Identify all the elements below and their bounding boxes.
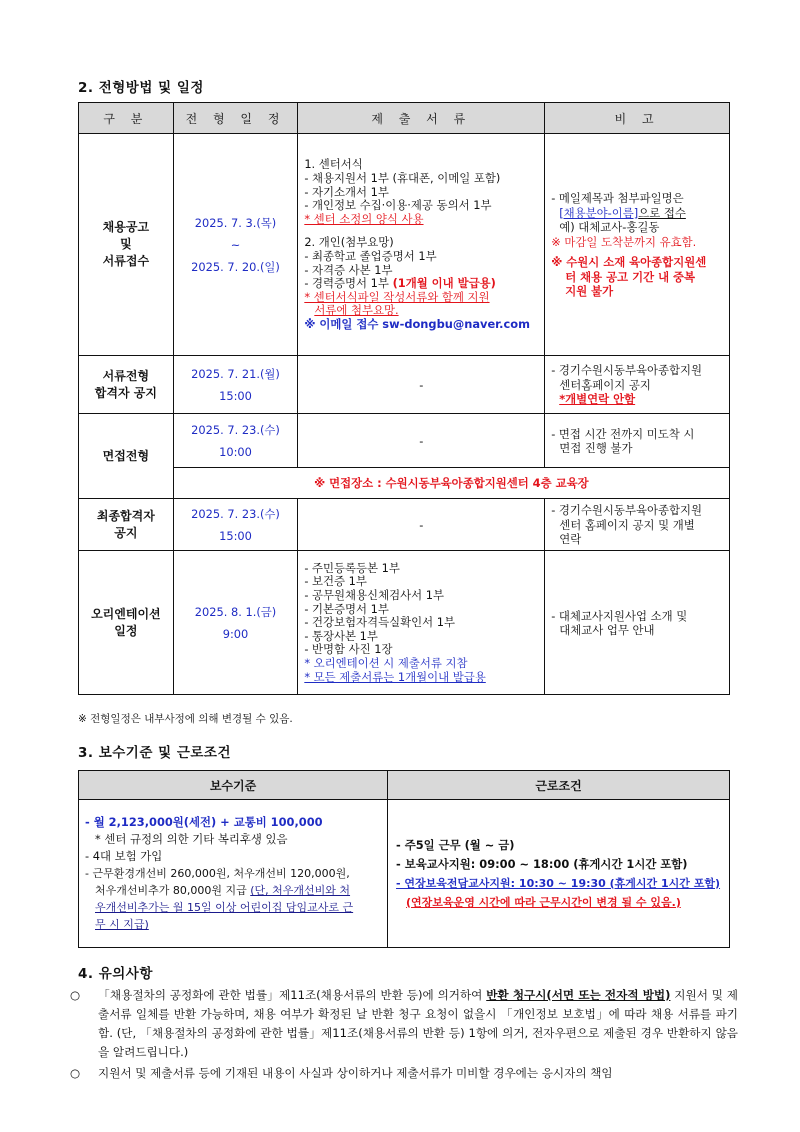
header-schedule: 전 형 일 정 bbox=[173, 103, 298, 134]
section-title-pay: 3. 보수기준 및 근로조건 bbox=[78, 745, 231, 761]
work-conditions: - 주5일 근무 (월 ~ 금) - 보육교사지원: 09:00 ~ 18:00 (휴게시간 1시간 포함) - 연장보육전담교사지원: 10:30 ~ 19:30 (휴게시간 1시간 포함) (연장보육운영 시간에 따라 근무시간이 변경 될 수 있음.) bbox=[388, 800, 730, 948]
notice-item: ○ 「채용절차의 공정화에 관한 법률」제11조(채용서류의 반환 등)에 의거하여 반환 청구시(서면 또는 전자적 방법) 지원서 및 제출서류 일체를 반환 가능하며, 채용 여부가 확정된 날 반환 청구 요청이 없을시 「개인정보 보호법」에 따라 채용 서류를 파기함. (단, 「채용절차의 공정화에 관한 법률」제11조(채용서류의 반환 등) 1항에 의거, 전자우편으로 제출된 경우 반환하지 않음을 알려드립니다.) bbox=[70, 988, 738, 1059]
row-category: 서류전형 합격자 공지 bbox=[79, 356, 174, 414]
row-date: 2025. 7. 21.(월) 15:00 bbox=[173, 356, 298, 414]
section-title-notices: 4. 유의사항 bbox=[78, 966, 153, 982]
table-row bbox=[79, 134, 730, 356]
row-documents: 1. 센터서식 - 채용지원서 1부 (휴대폰, 이메일 포함) - 자기소개서 1부 - 개인정보 수집·이용·제공 동의서 1부 * 센터 소정의 양식 사용 2. 개인(첨부요망) - 최종학교 졸업증명서 1부 - 자격증 사본 1부 - 경력증명서 1부 (1개월 이내 발급용) * 센터서식파일 작성서류와 함께 지원 서류에 첨부요망. ※ 이메일 접수 sw-dongbu@naver.com bbox=[298, 134, 545, 356]
pay-details: - 월 2,123,000원(세전) + 교통비 100,000 * 센터 규정의 의한 기타 복리후생 있음 - 4대 보험 가입 - 근무환경개선비 260,000원, 처우개선비 120,000원, 처우개선비추가 80,000원 지급 (단, 처우개선비와 처 우개선비추가는 월 15일 이상 어린이집 담임교사로 근 무 시 지급) bbox=[79, 800, 388, 948]
section-title-schedule: 2. 전형방법 및 일정 bbox=[78, 80, 204, 96]
interview-venue: ※ 면접장소 : 수원시동부육아종합지원센터 4층 교육장 bbox=[173, 468, 729, 499]
notice-item: ○ 지원서 및 제출서류 등에 기재된 내용이 사실과 상이하거나 제출서류가 미비할 경우에는 응시자의 책임 bbox=[78, 1064, 738, 1083]
bullet-icon: ○ bbox=[70, 988, 81, 1002]
row-category: 채용공고 및 서류접수 bbox=[79, 134, 174, 356]
row-documents: - 주민등록등본 1부 - 보건증 1부 - 공무원채용신체검사서 1부 - 기본증명서 1부 - 건강보험자격득실확인서 1부 - 통장사본 1부 - 반명함 사진 1장 * 오리엔테이션 시 제출서류 지참 * 모든 제출서류는 1개월이내 발급용 bbox=[298, 551, 545, 695]
header-conditions: 근로조건 bbox=[388, 771, 730, 800]
row-category: 면접전형 bbox=[79, 414, 174, 499]
schedule-header-row bbox=[79, 103, 730, 134]
header-documents: 제 출 서 류 bbox=[298, 103, 545, 134]
table-row bbox=[79, 468, 730, 499]
row-documents: - bbox=[298, 356, 545, 414]
row-category: 오리엔테이션 일정 bbox=[79, 551, 174, 695]
row-remarks: - 경기수원시동부육아종합지원 센터 홈페이지 공지 및 개별 연락 bbox=[545, 499, 730, 551]
row-remarks: - 대체교사지원사업 소개 및 대체교사 업무 안내 bbox=[545, 551, 730, 695]
row-remarks: - 메일제목과 첨부파일명은 [채용분야-이름]으로 접수 예) 대체교사-홍길동 ※ 마감일 도착분까지 유효함. ※ 수원시 소재 육아종합지원센 터 채용 공고 기간 내 중복 지원 불가 bbox=[545, 134, 730, 356]
row-remarks: - 경기수원시동부육아종합지원 센터홈페이지 공지 *개별연락 안함 bbox=[545, 356, 730, 414]
bullet-icon: ○ bbox=[70, 1066, 81, 1080]
pay-table bbox=[78, 770, 730, 948]
header-remarks: 비 고 bbox=[545, 103, 730, 134]
row-documents: - bbox=[298, 499, 545, 551]
row-documents: - bbox=[298, 414, 545, 468]
header-category: 구 분 bbox=[79, 103, 174, 134]
table-row bbox=[79, 800, 730, 948]
table-row bbox=[79, 356, 730, 414]
pay-header-row bbox=[79, 771, 730, 800]
schedule-table bbox=[78, 102, 730, 695]
row-date: 2025. 7. 23.(수) 10:00 bbox=[173, 414, 298, 468]
row-remarks: - 면접 시간 전까지 미도착 시 면접 진행 불가 bbox=[545, 414, 730, 468]
row-date: 2025. 7. 23.(수) 15:00 bbox=[173, 499, 298, 551]
table-row bbox=[79, 499, 730, 551]
header-pay: 보수기준 bbox=[79, 771, 388, 800]
row-category: 최종합격자 공지 bbox=[79, 499, 174, 551]
table-row bbox=[79, 414, 730, 468]
table-row bbox=[79, 551, 730, 695]
row-date: 2025. 8. 1.(금) 9:00 bbox=[173, 551, 298, 695]
schedule-footnote: ※ 전형일정은 내부사정에 의해 변경될 수 있음. bbox=[78, 713, 293, 725]
row-date: 2025. 7. 3.(목) ~ 2025. 7. 20.(일) bbox=[173, 134, 298, 356]
